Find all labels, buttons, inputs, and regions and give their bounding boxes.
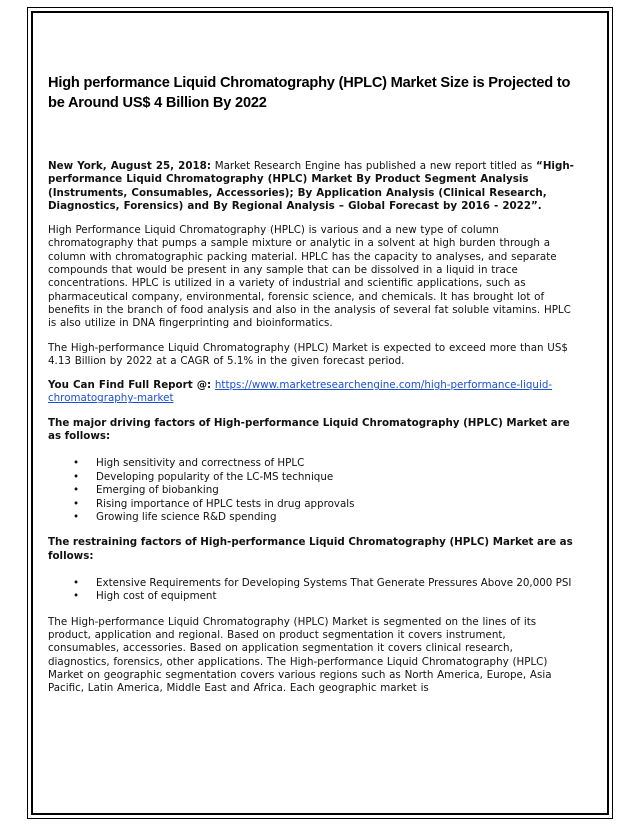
restraints-list [48, 577, 574, 604]
segmentation-paragraph: The High-performance Liquid Chromatography (HPLC) Market is segmented on the lines of its product, application and regional. Based on product segmentation it covers instrument, consumables, accessories. Based on application segmentation it covers clinical research, diagnostics, forensics, other applications. The High-performance Liquid Chromatography (HPLC) Market on geographic segmentation covers various regions such as North America, Europe, Asia Pacific, Latin America, Middle East and Africa. Each geographic market is [48, 615, 552, 695]
report-title: “High-performance Liquid Chromatography (HPLC) Market By Product Segment Analysis (Instruments, Consumables, Accessories); By Application Analysis (Clinical Research, Diagnostics, Forensics) and By Regional Analysis – Global Forecast by 2016 - 2022”. [48, 160, 574, 212]
bullet-icon: • [73, 576, 80, 589]
drivers-heading: The major driving factors of High-performance Liquid Chromatography (HPLC) Market are as follows: [48, 416, 570, 443]
list-item: • Developing popularity of the LC-MS technique [73, 470, 334, 483]
list-item: • Growing life science R&D spending [73, 510, 277, 523]
list-item: • High cost of equipment [73, 590, 217, 603]
bullet-icon: • [73, 470, 80, 483]
report-link-label: You Can Find Full Report @: [48, 379, 212, 392]
list-item: • Rising importance of HPLC tests in drug approvals [73, 497, 355, 510]
intro-lead: Market Research Engine has published a new report titled as [210, 160, 537, 172]
document-body [48, 73, 574, 707]
drivers-list [48, 457, 574, 524]
bullet-icon: • [73, 510, 80, 523]
dateline: New York, August 25, 2018: [48, 160, 211, 172]
bullet-icon: • [73, 497, 80, 510]
list-item: • Extensive Requirements for Developing Systems That Generate Pressures Above 20,000 PSI [73, 576, 572, 589]
page-title: High performance Liquid Chromatography (HPLC) Market Size is Projected to be Around US$ 4 Billion By 2022 [48, 75, 571, 111]
overview-paragraph: High Performance Liquid Chromatography (HPLC) is various and a new type of column chromatography that pumps a sample mixture or analytic in a solvent at high burden through a column with chromatographic packing material. HPLC has the capacity to analyses, and separate compounds that would be present in any sample that can be dissolved in a liquid in trace concentrations. HPLC is utilized in a variety of industrial and scientific applications, such as pharmaceutical company, environmental, forensic science, and chemicals. It has brought lot of benefits in the branch of food analysis and also in the analysis of several fat soluble vitamins. HPLC is also utilize in DNA fingerprinting and bioinformatics. [48, 224, 571, 330]
bullet-icon: • [73, 590, 80, 603]
intro-paragraph [48, 160, 574, 213]
bullet-icon: • [73, 484, 80, 497]
forecast-paragraph: The High-performance Liquid Chromatography (HPLC) Market is expected to exceed more than US$ 4.13 Billion by 2022 at a CAGR of 5.1% in the given forecast period. [48, 341, 568, 367]
report-link-paragraph [48, 379, 574, 406]
restraints-heading: The restraining factors of High-performance Liquid Chromatography (HPLC) Market are as follows: [48, 536, 573, 562]
list-item: • Emerging of biobanking [73, 484, 219, 497]
list-item: • High sensitivity and correctness of HPLC [73, 457, 305, 470]
report-link[interactable]: https://www.marketresearchengine.com/high-performance-liquid-chromatography-market [48, 379, 553, 405]
bullet-icon: • [73, 457, 80, 470]
